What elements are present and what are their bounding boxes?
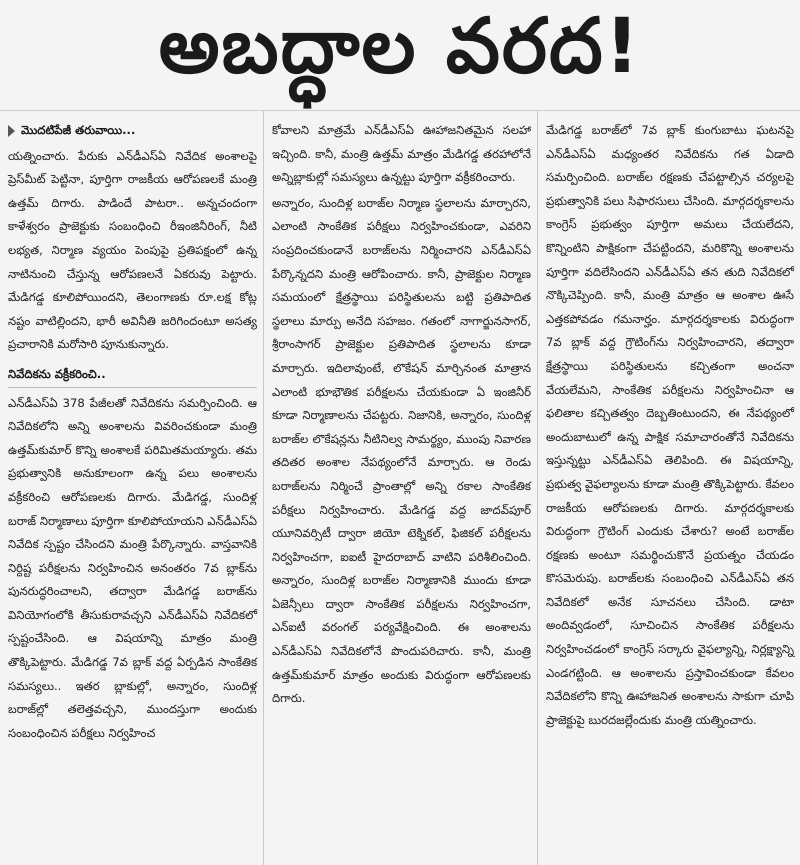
article-columns [0,111,800,865]
chevron-right-icon [8,125,15,137]
column-3 [537,111,800,865]
column-2 [263,111,537,865]
kicker-text: మొదటిపేజీ తరువాయి... [21,123,136,137]
kicker [8,119,257,143]
paragraph: అన్నారం, సుందిళ్ల బరాజ్‌ల నిర్మాణ స్థలాలను మార్చారని, ఎలాంటి సాంకేతిక పరీక్షలు నిర్వహించకుండా, ఎవరిని సంప్రదించకుండానే బరాజ్‌లను నిర్మించారని ఎన్‌డీఎస్‌ఏ పేర్కొన్నదని మంత్రి ఆరోపించారు. కానీ, ప్రాజెక్టుల నిర్మాణ సమయంలో క్షేత్రస్థాయి పరిస్థితులను బట్టి ప్రతిపాదిత స్థలాలు మార్పు అనేది సహజం. గతంలో నాగార్జునసాగర్, శ్రీరాంసాగర్ ప్రాజెక్టుల ప్రతిపాదిత స్థలాలను కూడా మార్చారు. ఇదిలావుంటే, లొకేషన్ మార్చినంత మాత్రాన ఎలాంటి భూభౌతిక పరీక్షలను చేయకుండా ఏ ఇంజినీర్ కూడా నిర్మాణాలను చేపట్టరు. నిజానికి, అన్నారం, సుందిళ్ల బరాజ్‌ల లొకేషన్లను నీటినిల్వ సామర్థ్యం, ముంపు నివారణ తదితర అంశాల నేపథ్యంలోనే మార్చారు. ఆ రెండు బరాజ్‌లను నిర్మించే ప్రాంతాల్లో అన్ని రకాల సాంకేతిక పరీక్షలు నిర్వహించారు. మేడిగడ్డ వద్ద జాదవ్‌పూర్ యూనివర్సిటీ ద్వారా జియో టెక్నికల్, ఫిజికల్ పరీక్షలను నిర్వహించగా, ఐఐటీ హైదరాబాద్ వాటిని పరిశీలించింది. అన్నారం, సుందిళ్ల బరాజ్‌ల నిర్మాణానికి ముందు కూడా ఏజెన్సీలు ద్వారా సాంకేతిక పరీక్షలను నిర్వహించగా, ఎన్‌ఐటీ వరంగల్ పర్యవేక్షించింది. ఈ అంశాలను ఎన్‌డీఎస్‌ఏ నివేదికలోనే పొందుపరిచారు. కానీ, మంత్రి ఉత్తమ్‌కుమార్ మాత్రం అందుకు విరుద్ధంగా ఆరోపణలకు దిగారు. [272,195,531,706]
column-1 [0,111,263,865]
paragraph: యత్నించారు. పేరుకు ఎన్‌డీఎస్‌ఏ నివేదిక అంశాలపై ప్రెస్‌మీట్ పెట్టినా, పూర్తిగా రాజకీయ ఆరోపణలకే మంత్రి ఉత్తమ్ దిగారు. పాడిందే పాటరా.. అన్నచందంగా కాళేశ్వరం ప్రాజెక్టుకు సంబంధించి రీఇంజినీరింగ్, నీటి లభ్యత, నిర్మాణ వ్యయం పెంపుపై ప్రతిపక్షంలో ఉన్న నాటినుంచి చేస్తున్న ఆరోపణలనే ఏకరువు పెట్టారు. మేడిగడ్డ కూలిపోయిందని, తెలంగాణకు రూ.లక్ష కోట్ల నష్టం వాటిల్లిందని, భారీ అవినీతి జరిగిందంటూ అసత్య ప్రచారానికి మరోసారి పూనుకున్నారు. [8,148,257,352]
paragraph: ఎన్‌డీఎస్‌ఏ 378 పేజీలతో నివేదికను సమర్పించింది. ఆ నివేదికలోని అన్ని అంశాలను వివరించకుండా మంత్రి ఉత్తమ్‌కుమార్ కొన్ని అంశాలకే పరిమితమయ్యారు. తమ ప్రభుత్వానికి అనుకూలంగా ఉన్న పలు అంశాలను వక్రీకరించి ఆరోపణలకు దిగారు. మేడిగడ్డ, సుందిళ్ల బరాజ్ నిర్మాణాలు పూర్తిగా కూలిపోయాయని ఎన్‌డీఎస్‌ఏ నివేదిక స్పష్టం చేసిందని మంత్రి పేర్కొన్నారు. వాస్తవానికి నిర్దిష్ట పరీక్షలను నిర్వహించిన అనంతరం 7వ బ్లాక్‌ను పునరుద్ధరించాలని, తద్వారా మేడిగడ్డ బరాజ్‌ను వినియోగంలోకి తీసుకురావచ్చని ఎన్‌డీఎస్‌ఏ నివేదికలో స్పష్టంచేసింది. ఆ విషయాన్ని మాత్రం మంత్రి తొక్కిపెట్టారు. మేడిగడ్డ 7వ బ్లాక్ వద్ద ఏర్పడిన సాంకేతిక సమస్యలు.. ఇతర బ్లాకుల్లో, అన్నారం, సుందిళ్ల బరాజ్‌ల్లో తలెత్తవచ్చని, ముందస్తుగా అందుకు సంబంధించిన పరీక్షలు నిర్వహించ [8,395,257,740]
subheading: నివేదికను వక్రీకరించి.. [8,363,257,388]
headline: అబద్ధాల వరద! [0,0,800,111]
paragraph: మేడిగడ్డ బరాజ్‌లో 7వ బ్లాక్ కుంగుబాటు ఘటనపై ఎన్‌డీఎస్‌ఏ మధ్యంతర నివేదికను గత ఏడాది సమర్పించింది. బరాజ్‌ల రక్షణకు చేపట్టాల్సిన చర్యలపై ప్రభుత్వానికి పలు సిఫారసులు చేసింది. మార్గదర్శకాలను కాంగ్రెస్ ప్రభుత్వం పూర్తిగా అమలు చేయలేదని, కొన్నింటిని పాక్షికంగా చేపట్టిందని, మరికొన్ని అంశాలను పూర్తిగా వదిలేసిందని ఎన్‌డీఎస్‌ఏ తన తుది నివేదికలో నొక్కిచెప్పింది. కానీ, మంత్రి మాత్రం ఆ అంశాల ఊసే ఎత్తకపోవడం గమనార్హం. మార్గదర్శకాలకు విరుద్ధంగా 7వ బ్లాక్ వద్ద గ్రౌటింగ్‌ను నిర్వహించారని, తద్వారా క్షేత్రస్థాయి పరిస్థితులను కచ్చితంగా అంచనా వేయలేమని, సాంకేతిక పరీక్షలను నిర్వహించినా ఆ ఫలితాల కచ్చితత్వం దెబ్బతింటుందని, ఈ నేపథ్యంలో అందుబాటులో ఉన్న పాక్షిక సమాచారంతోనే నివేదికను ఇస్తున్నట్టు ఎన్‌డీఎస్‌ఏ తెలిపింది. ఈ విషయాన్ని, ప్రభుత్వ వైఫల్యాలను కూడా మంత్రి తొక్కిపెట్టారు. కేవలం రాజకీయ ఆరోపణలకు దిగారు. మార్గదర్శకాలకు విరుద్ధంగా గ్రౌటింగ్ ఎందుకు చేశారు? అంటే బరాజ్‌ల రక్షణకు అంటూ సమర్థించుకొనే ప్రయత్నం చేయడం కొసమెరుపు. బరాజ్‌లకు సంబంధించి ఎన్‌డీఎస్‌ఏ తన నివేదికలో అనేక సూచనలు చేసింది. డాటా అందివ్వడంలో, సూచించిన సాంకేతిక పరీక్షలను నిర్వహించడంలో కాంగ్రెస్ సర్కారు వైఫల్యాన్ని, నిర్లక్ష్యాన్ని ఎండగట్టింది. ఆ అంశాలను ప్రస్తావించకుండా కేవలం నివేదికలోని కొన్ని ఊహాజనిత అంశాలను సాకుగా చూపి ప్రాజెక్టుపై బురదజల్లేందుకు మంత్రి యత్నించారు. [546,123,794,727]
paragraph: కోవాలని మాత్రమే ఎన్‌డీఎస్‌ఏ ఊహాజనితమైన సలహా ఇచ్చింది. కానీ, మంత్రి ఉత్తమ్ మాత్రం మేడిగడ్డ తరహాలోనే అన్నిబ్లాకుల్లో సమస్యలు ఉన్నట్టు పూర్తిగా వక్రీకరించారు. [272,123,531,185]
